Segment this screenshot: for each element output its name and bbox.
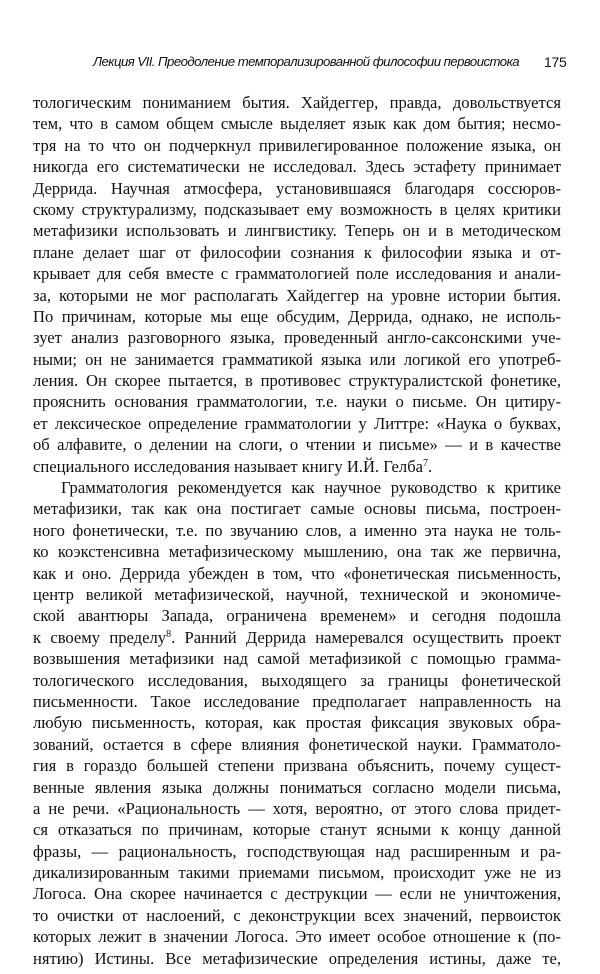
text-line: тем, что в самом общем смысле выделяет язык как дом бытия; несмо-	[33, 114, 561, 134]
text-line: фразы, — рациональность, господствующая над расширенным и ра-	[33, 841, 561, 861]
text-line: которых лежит в значении Логоса. Это имеет особое отношение к (по-	[33, 927, 561, 947]
text-line: По причинам, которые мы еще обсудим, Деррида, однако, не исполь-	[33, 306, 561, 326]
text-line: зований, остается в сфере влияния фонетической науки. Грамматоло-	[33, 734, 561, 754]
paragraph-1	[33, 92, 561, 477]
text-line: ской авантюры Запада, ограничена временем» и сегодня подошла	[33, 606, 561, 626]
text-line: ного фонетически, т.е. по звучанию слов, а именно эта наука не толь-	[33, 520, 561, 540]
text-line: тря на то что он подчеркнул привилегированное положение языка, он	[33, 135, 561, 155]
text-line: скому структурализму, подсказывает ему возможность в целях критики	[33, 199, 561, 219]
text-line: Деррида. Научная атмосфера, установившаяся благодаря соссюров-	[33, 178, 561, 198]
text-line: то очистки от наслоений, с деконструкции всех значений, первоисток	[33, 905, 561, 925]
footnote-ref: 8	[166, 628, 172, 640]
text-line: как и оно. Деррида убежден в том, что «фонетическая письменность,	[33, 563, 561, 583]
text-line-with-footnote	[33, 627, 561, 648]
paragraph-2	[33, 477, 561, 969]
page-number: 175	[544, 54, 567, 70]
line-text-tail: . Ранний Деррида намеревался осуществить проект	[171, 627, 561, 647]
text-line: возвышения метафизики над самой метафизикой с помощью грамма-	[33, 649, 561, 669]
text-line: ления. Он скорее пытается, в противовес структуралистской фонетике,	[33, 371, 561, 391]
text-line: метафизики использовать и лингвистику. Теперь он и в методическом	[33, 221, 561, 241]
text-line: зует анализ разговорного языка, проведенный англо-саксонскими уче-	[33, 328, 561, 348]
text-line: ся отказаться по причинам, которые станут ясными к концу данной	[33, 820, 561, 840]
running-header	[0, 54, 600, 76]
text-line: прояснить основания грамматологии, т.е. науки о письме. Он цитиру-	[33, 392, 561, 412]
text-line: за, которыми не мог располагать Хайдеггер на уровне истории бытия.	[33, 285, 561, 305]
text-line: письменности. Такое исследование предполагает направленность на	[33, 691, 561, 711]
footnote-ref: 7	[423, 457, 429, 469]
text-line: центр великой метафизической, научной, технической и экономиче-	[33, 584, 561, 604]
body-text	[33, 92, 561, 969]
line-text: к своему пределу	[33, 627, 167, 647]
running-title: Лекция VII. Преодоление темпорализированной философии первоистока	[93, 54, 520, 69]
text-line: Логоса. Она скорее начинается с деструкции — если не уничтожения,	[33, 884, 561, 904]
text-line: ко коэкстенсивна метафизическому мышлению, она так же первична,	[33, 542, 561, 562]
text-line: Грамматология рекомендуется как научное руководство к критике	[61, 478, 561, 498]
text-line: гия в гораздо большей степени призвана объяснить, почему сущест-	[33, 756, 561, 776]
text-line: нятию) Истины. Все метафизические определения истины, даже те,	[33, 948, 561, 968]
text-line: дикализированным такими приемами письмом, происходит уже не из	[33, 863, 561, 883]
text-line: а не речи. «Рациональность — хотя, вероятно, от этого слова придет-	[33, 798, 561, 818]
line-text: специального исследования называет книгу И.Й. Гелба	[33, 456, 424, 476]
text-line: об алфавите, о делении на слоги, о чтении и письме» — и в качестве	[33, 435, 561, 455]
text-line: тологическим пониманием бытия. Хайдеггер, правда, довольствуется	[33, 93, 561, 112]
text-line: любую письменность, которая, как простая фиксация звуковых обра-	[33, 713, 561, 733]
text-line-with-footnote	[33, 456, 561, 477]
text-line: тологического исследования, выходящего за границы фонетической	[33, 670, 561, 690]
text-line: ет лексическое определение грамматологии у Литтре: «Наука о буквах,	[33, 413, 561, 433]
text-line: ными; он не занимается грамматикой языка или логикой его употреб-	[33, 349, 561, 369]
text-line: венные явления языка должны пониматься согласно модели письма,	[33, 777, 561, 797]
text-line: метафизики, так как она постигает самые основы письма, построен-	[33, 499, 561, 519]
text-line: плане делает шаг от философии сознания к философии языка и от-	[33, 242, 561, 262]
text-line: крывает для себя вместе с грамматологией поле исследования и анали-	[33, 264, 561, 284]
line-text-tail: .	[428, 456, 433, 476]
text-line: никогда его систематически не исследовал. Здесь эстафету принимает	[33, 157, 561, 177]
